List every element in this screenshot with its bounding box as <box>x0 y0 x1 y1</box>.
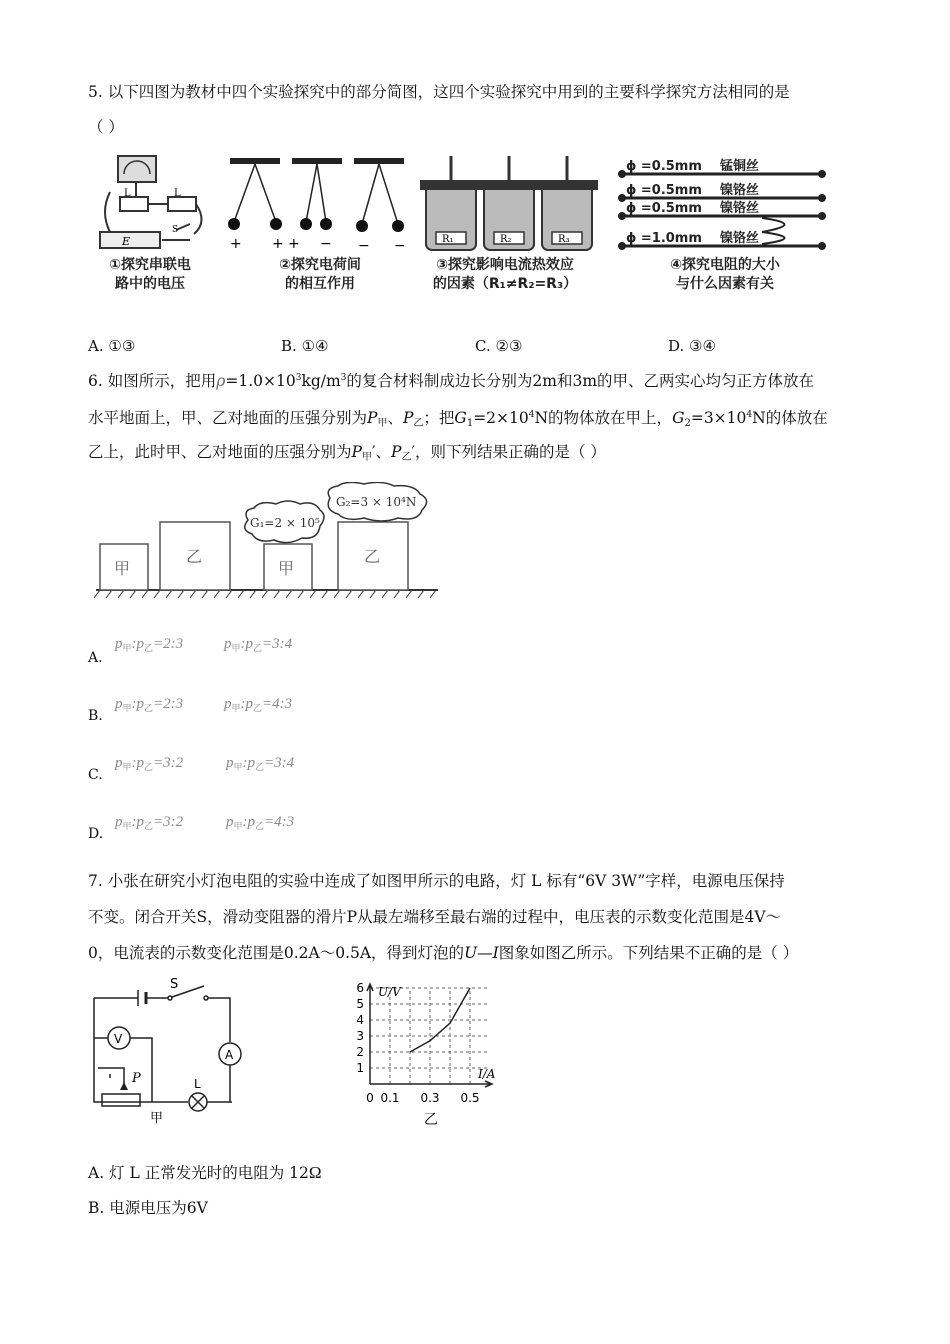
x-tick-01: 0.1 <box>380 1091 400 1105</box>
fig3-label-r3: R₃ <box>558 234 570 245</box>
q5-fig3-caption-1: ③探究影响电流热效应 <box>436 257 574 273</box>
q5-option-c[interactable]: C. ②③ <box>475 337 523 355</box>
graph-y-label: U/V <box>378 985 401 999</box>
svg-text:−: − <box>320 236 332 252</box>
circuit-label-v: V <box>114 1032 123 1046</box>
q6-figure-cubes <box>92 482 442 604</box>
circuit-label-s: S <box>170 978 179 992</box>
circuit-label-l: L <box>194 1077 201 1091</box>
fig1-label-l2: L <box>174 188 181 199</box>
y-tick-1: 1 <box>356 1061 364 1075</box>
q6-a-ratio-2: $p_甲:p_乙=3:4$ <box>224 636 293 653</box>
q6-d-ratio-2: $p_甲:p_乙=4:3$ <box>226 814 295 831</box>
q7-ui-graph <box>340 978 510 1128</box>
circuit-label-p: P <box>132 1071 141 1086</box>
fig4-wire2-dia: ϕ =0.5mm <box>626 183 702 198</box>
y-tick-5: 5 <box>356 997 364 1011</box>
q6-a-ratio-1: $p_甲:p_乙=2:3$ <box>115 636 184 653</box>
svg-text:+: + <box>288 236 300 252</box>
fig4-wire1-dia: ϕ =0.5mm <box>626 159 702 174</box>
q5-fig3-caption-2: 的因素（R₁≠R₂=R₃） <box>432 276 578 292</box>
fig1-label-l1: L <box>124 188 131 199</box>
q6-c-ratio-1: $p_甲:p_乙=3:2$ <box>115 755 184 772</box>
q6-stem-line-2: 水平地面上，甲、乙对地面的压强分别为$P_甲$、$P_乙$；把$G_1=2\times 10^4N$的物体放在甲上，$G_2=3\times 10^4N$的体放在 <box>88 409 828 429</box>
q5-option-b[interactable]: B. ①④ <box>281 337 329 355</box>
graph-x-label: I/A <box>478 1067 496 1081</box>
q5-stem: 5. 以下四图为教材中四个实验探究中的部分简图，这四个实验探究中用到的主要科学探究方法相同的是 <box>88 83 790 101</box>
circuit-caption: 甲 <box>150 1111 164 1126</box>
q6-cloud-g1: G₁=2 × 10⁵ <box>250 516 320 530</box>
fig1-label-s: S <box>172 225 179 235</box>
q7-stem-line-1: 7. 小张在研究小灯泡电阻的实验中连成了如图甲所示的电路，灯 L 标有“6V 3W”字样，电源电压保持 <box>88 872 785 890</box>
q6-box-yi-1: 乙 <box>186 547 203 566</box>
q6-box-yi-2: 乙 <box>364 547 381 566</box>
q6-box-jia-1: 甲 <box>114 559 131 578</box>
q5-fig2-caption-1: ②探究电荷间 <box>279 257 361 273</box>
q6-box-jia-2: 甲 <box>278 559 295 578</box>
q5-fig4-caption-1: ④探究电阻的大小 <box>670 257 780 273</box>
fig4-wire4-mat: 镍铬丝 <box>720 231 760 246</box>
q5-figure-heating-flasks <box>418 152 598 256</box>
q5-answer-bracket: （ ） <box>88 118 124 136</box>
q5-figure-resistance-wires <box>612 152 832 256</box>
fig4-wire3-dia: ϕ =0.5mm <box>626 201 702 216</box>
fig4-wire1-mat: 锰铜丝 <box>720 159 760 174</box>
q5-fig2-caption-2: 的相互作用 <box>285 276 355 292</box>
q7-option-a[interactable]: A. 灯 L 正常发光时的电阻为 12Ω <box>88 1163 322 1182</box>
fig3-label-r1: R₁ <box>442 234 454 245</box>
q6-cloud-g2: G₂=3 × 10⁴N <box>336 495 417 509</box>
q5-fig4-caption-2: 与什么因素有关 <box>676 276 774 292</box>
graph-caption: 乙 <box>424 1112 438 1128</box>
q6-c-ratio-2: $p_甲:p_乙=3:4$ <box>226 755 295 772</box>
q7-stem-line-2: 不变。闭合开关S，滑动变阻器的滑片P从最左端移至最右端的过程中，电压表的示数变化范围是4V～ <box>88 908 782 926</box>
x-tick-05: 0.5 <box>460 1091 480 1105</box>
q5-option-a[interactable]: A. ①③ <box>88 337 136 355</box>
x-tick-03: 0.3 <box>420 1091 440 1105</box>
q5-option-d[interactable]: D. ③④ <box>668 337 716 355</box>
svg-text:−: − <box>358 238 370 252</box>
fig1-label-e: E <box>122 235 131 248</box>
y-tick-2: 2 <box>356 1045 364 1059</box>
q6-stem-line-3: 乙上，此时甲、乙对地面的压强分别为$P_甲'$、$P_乙'$，则下列结果正确的是（ ） <box>88 443 606 463</box>
fig4-wire3-mat: 镍铬丝 <box>720 201 760 216</box>
svg-text:+: + <box>230 236 242 252</box>
q6-b-ratio-2: $p_甲:p_乙=4:3$ <box>224 696 293 713</box>
fig4-wire2-mat: 镍铬丝 <box>720 183 760 198</box>
q5-fig1-caption-2: 路中的电压 <box>115 276 185 292</box>
q6-d-ratio-1: $p_甲:p_乙=3:2$ <box>115 814 184 831</box>
q6-stem-line-1: 6. 如图所示，把用$\rho=1.0\times 10^3kg/m^3$的复合材料制成边长分别为2m和3m的甲、乙两实心均匀正方体放在 <box>88 372 815 390</box>
graph-grid <box>370 988 490 1084</box>
q5-figure-series-circuit <box>90 152 210 262</box>
circuit-label-a: A <box>225 1048 234 1062</box>
y-tick-3: 3 <box>356 1029 364 1043</box>
fig3-label-r2: R₂ <box>500 234 512 245</box>
q7-stem-line-3: 0，电流表的示数变化范围是0.2A～0.5A，得到灯泡的U—I图象如图乙所示。下列结果不正确的是（ ） <box>88 944 799 962</box>
q6-b-ratio-1: $p_甲:p_乙=2:3$ <box>115 696 184 713</box>
svg-text:+: + <box>272 236 284 252</box>
x-tick-0: 0 <box>366 1091 374 1105</box>
y-tick-6: 6 <box>356 981 364 995</box>
svg-text:−: − <box>394 238 406 252</box>
q7-circuit-diagram <box>88 978 248 1126</box>
q7-option-b[interactable]: B. 电源电压为6V <box>88 1199 208 1217</box>
y-tick-4: 4 <box>356 1013 364 1027</box>
q5-fig1-caption-1: ①探究串联电 <box>109 257 191 273</box>
q5-figure-charged-balls <box>222 152 412 252</box>
fig4-wire4-dia: ϕ =1.0mm <box>626 231 702 246</box>
